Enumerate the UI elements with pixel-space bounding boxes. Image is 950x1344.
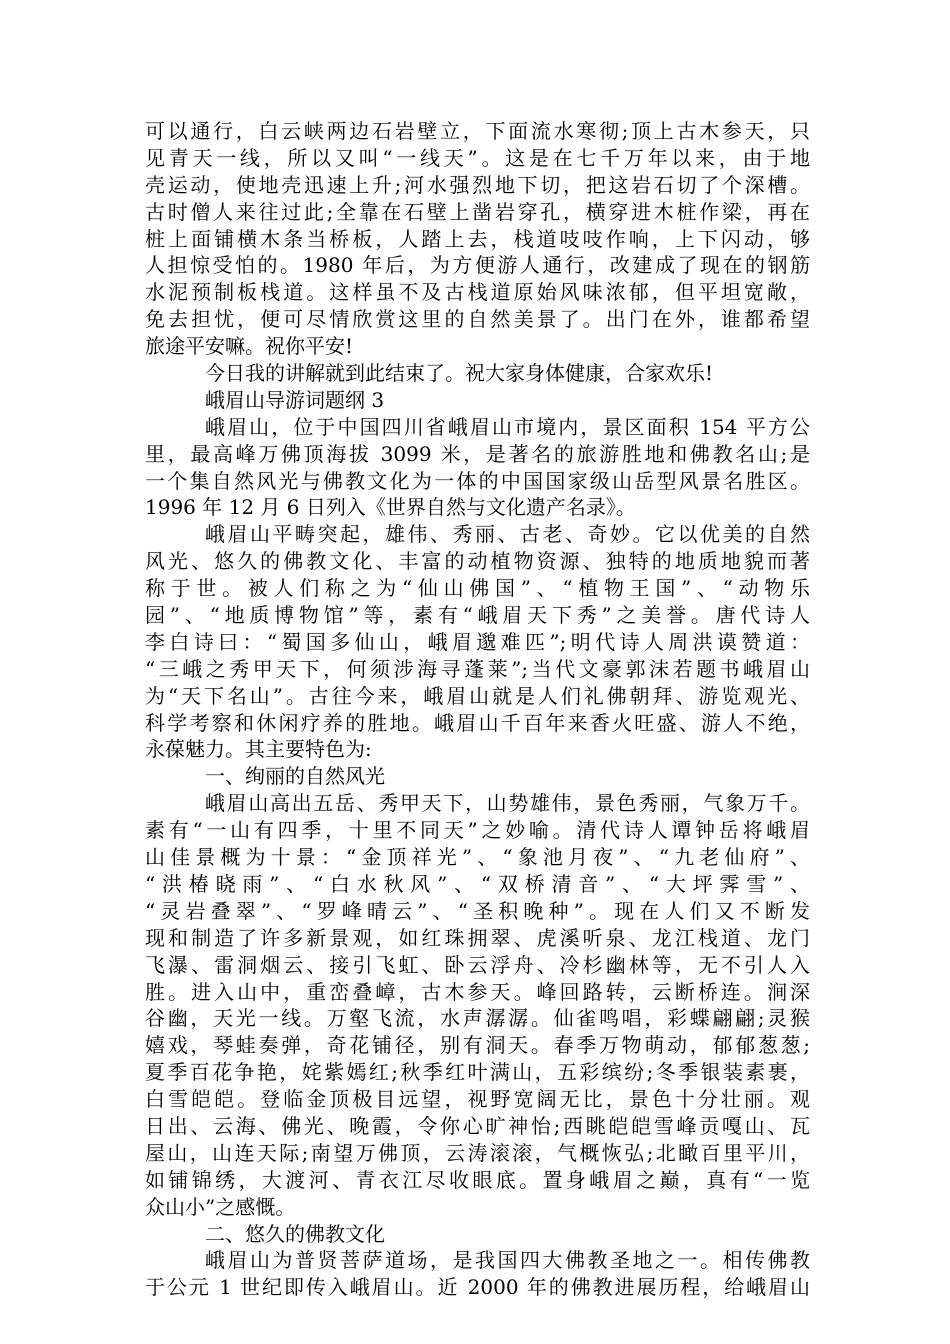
- text-line: 一、绚丽的自然风光: [205, 764, 385, 789]
- text-line: 谷幽，天光一线。万壑飞流，水声潺潺。仙雀鸣唱，彩蝶翩翩;灵猴: [145, 1006, 810, 1031]
- document-body: [145, 118, 810, 1301]
- text-line: 今日我的讲解就到此结束了。祝大家身体健康，合家欢乐!: [205, 361, 714, 386]
- text-line: 壳运动，使地壳迅速上升;河水强烈地下切，把这岩石切了个深槽。: [145, 172, 810, 197]
- text-line: 一个集自然风光与佛教文化为一体的中国国家级山岳型风景名胜区。: [145, 468, 810, 493]
- text-line: “三峨之秀甲天下，何须涉海寻蓬莱”;当代文豪郭沫若题书峨眉山: [145, 656, 810, 681]
- text-line: 峨眉山，位于中国四川省峨眉山市境内，景区面积 154 平方公: [205, 414, 810, 439]
- text-line: 免去担忧，便可尽情欣赏这里的自然美景了。出门在外，谁都希望: [145, 307, 810, 332]
- text-line: 飞瀑、雷洞烟云、接引飞虹、卧云浮舟、冷杉幽林等，无不引人入: [145, 952, 810, 977]
- text-line: 现和制造了许多新景观，如红珠拥翠、虎溪听泉、龙江栈道、龙门: [145, 925, 810, 950]
- text-line: 旅途平安嘛。祝你平安!: [145, 334, 354, 359]
- text-line: 人担惊受怕的。1980 年后，为方便游人通行，改建成了现在的钢筋: [145, 253, 810, 278]
- text-line: 山佳景概为十景：“金顶祥光”、“象池月夜”、“九老仙府”、: [145, 845, 810, 870]
- text-line: 桩上面铺横木条当桥板，人踏上去，栈道吱吱作响，上下闪动，够: [145, 226, 810, 251]
- text-line: 素有“一山有四季，十里不同天”之妙喻。清代诗人谭钟岳将峨眉: [145, 818, 810, 843]
- text-line: 众山小”之感慨。: [145, 1194, 296, 1219]
- text-line: 峨眉山平畴突起，雄伟、秀丽、古老、奇妙。它以优美的自然: [205, 522, 810, 547]
- text-line: 夏季百花争艳，姹紫嫣红;秋季红叶满山，五彩缤纷;冬季银装素裹，: [145, 1060, 810, 1085]
- text-line: 李白诗曰：“蜀国多仙山，峨眉邈难匹”;明代诗人周洪谟赞道：: [145, 629, 810, 654]
- text-line: 见青天一线，所以又叫“一线天”。这是在七千万年以来，由于地: [145, 145, 810, 170]
- text-line: 1996 年 12 月 6 日列入《世界自然与文化遗产名录》。: [145, 495, 636, 520]
- text-line: 峨眉山为普贤菩萨道场，是我国四大佛教圣地之一。相传佛教: [205, 1248, 810, 1273]
- text-line: 园”、“地质博物馆”等，素有“峨眉天下秀”之美誉。唐代诗人: [145, 603, 810, 628]
- text-line: 峨眉山导游词题纲 3: [205, 387, 385, 412]
- text-line: 如铺锦绣，大渡河、青衣江尽收眼底。置身峨眉之巅，真有“一览: [145, 1167, 810, 1192]
- text-line: 屋山，山连天际;南望万佛顶，云涛滚滚，气概恢弘;北瞰百里平川，: [145, 1140, 810, 1165]
- text-line: 称于世。被人们称之为“仙山佛国”、“植物王国”、“动物乐: [145, 576, 810, 601]
- text-line: 永葆魅力。其主要特色为:: [145, 737, 372, 762]
- text-line: 水泥预制板栈道。这样虽不及古栈道原始风味浓郁，但平坦宽敞，: [145, 280, 810, 305]
- text-line: 风光、悠久的佛教文化、丰富的动植物资源、独特的地质地貌而著: [145, 549, 810, 574]
- text-line: 二、悠久的佛教文化: [205, 1221, 385, 1246]
- text-line: 科学考察和休闲疗养的胜地。峨眉山千百年来香火旺盛、游人不绝，: [145, 710, 810, 735]
- text-line: 古时僧人来往过此;全靠在石壁上凿岩穿孔，横穿进木桩作梁，再在: [145, 199, 810, 224]
- text-line: 峨眉山高出五岳、秀甲天下，山势雄伟，景色秀丽，气象万千。: [205, 791, 810, 816]
- text-line: 为“天下名山”。古往今来，峨眉山就是人们礼佛朝拜、游览观光、: [145, 683, 810, 708]
- text-line: 胜。进入山中，重峦叠嶂，古木参天。峰回路转，云断桥连。涧深: [145, 979, 810, 1004]
- text-line: 白雪皑皑。登临金顶极目远望，视野宽阔无比，景色十分壮丽。观: [145, 1087, 810, 1112]
- text-line: 日出、云海、佛光、晚霞，令你心旷神怡;西眺皑皑雪峰贡嘎山、瓦: [145, 1113, 810, 1138]
- text-line: 嬉戏，琴蛙奏弹，奇花铺径，别有洞天。春季万物萌动，郁郁葱葱;: [145, 1033, 810, 1058]
- text-line: “洪椿晓雨”、“白水秋风”、“双桥清音”、“大坪霁雪”、: [145, 871, 810, 896]
- text-line: “灵岩叠翠”、“罗峰晴云”、“圣积晚种”。现在人们又不断发: [145, 898, 810, 923]
- text-line: 里，最高峰万佛顶海拔 3099 米，是著名的旅游胜地和佛教名山;是: [145, 441, 810, 466]
- text-line: 可以通行，白云峡两边石岩壁立，下面流水寒彻;顶上古木参天，只: [145, 119, 810, 143]
- text-line: 于公元 1 世纪即传入峨眉山。近 2000 年的佛教进展历程，给峨眉山: [145, 1275, 810, 1300]
